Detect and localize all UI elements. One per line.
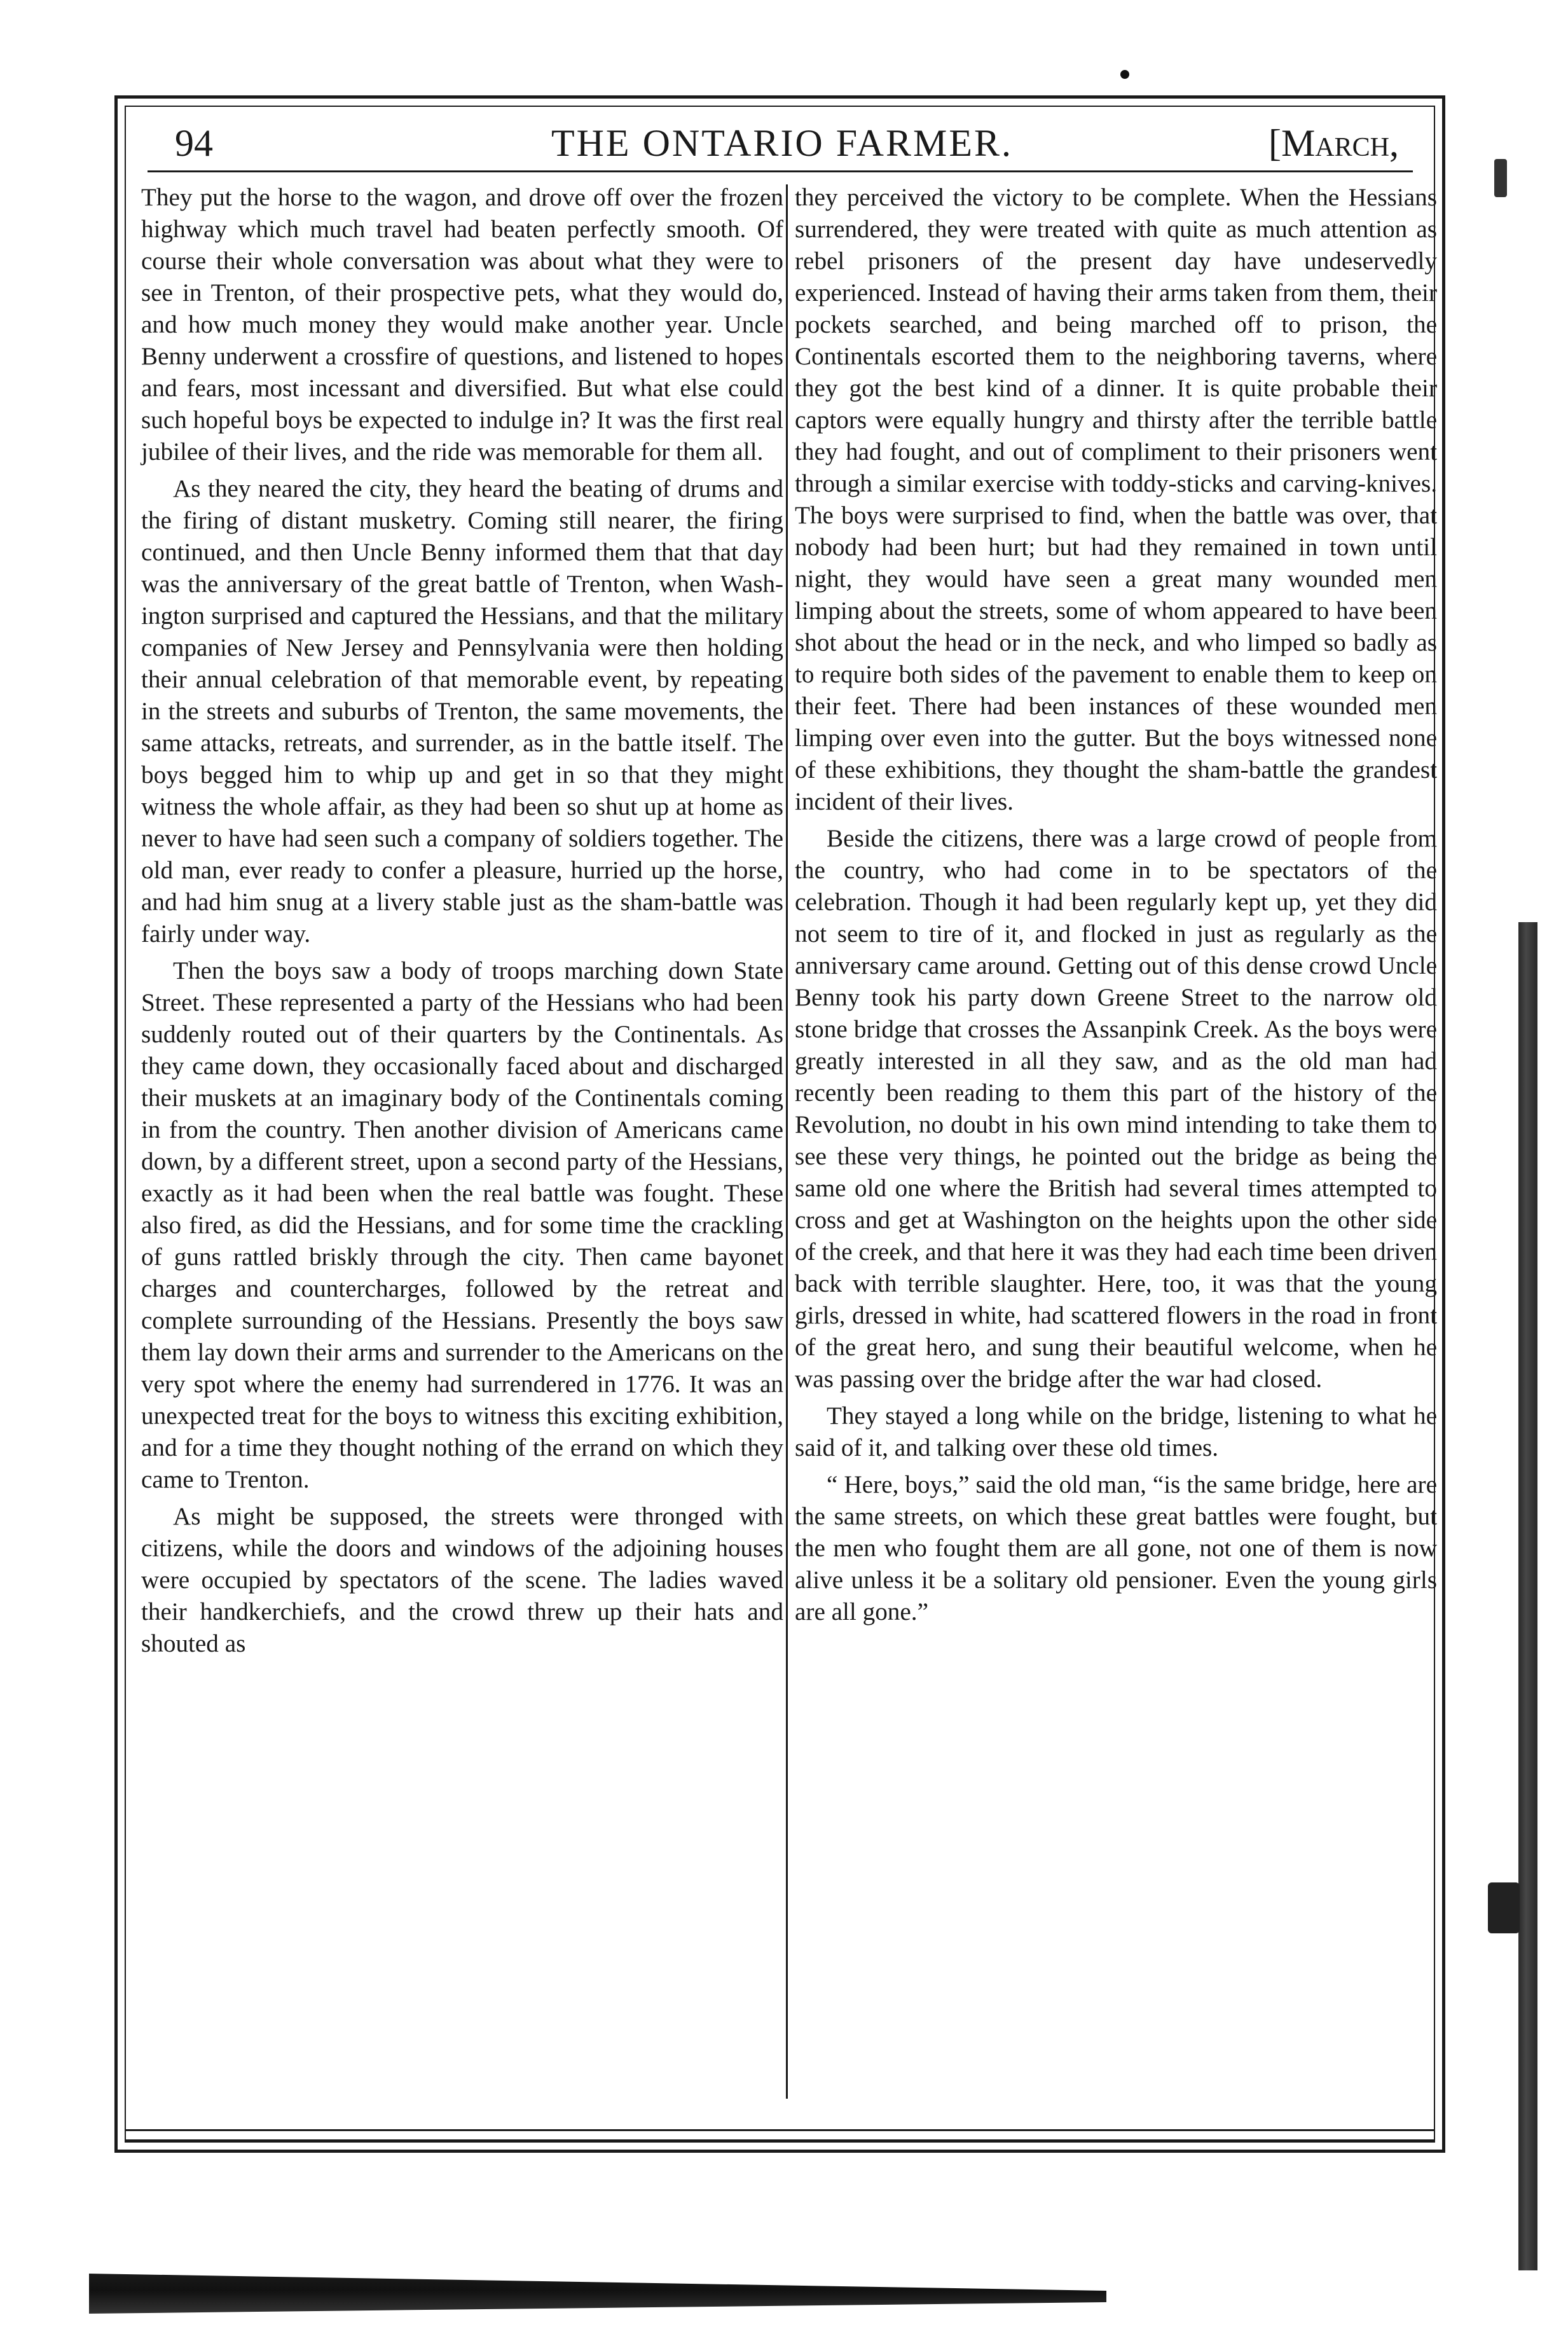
paragraph: As they neared the city, they heard the beating of drums and the firing of distant musketry. Coming still nearer, the firing continued, and then Uncle Benny informed them that that day was the anniversary of the great battle of Trenton, when Washington surprised and captured the Hessians, and that the military companies of New Jersey and Pennsylvania were then holding their annual celebration of that memorable event, by repeating in the streets and suburbs of Trenton, the same movements, the same attacks, retreats, and surrender, as in the battle itself. The boys begged him to whip up and get in so that they might witness the whole affair, as they had been so shut up at home as never to have had seen such a company of soldiers together. The old man, ever ready to confer a pleasure, hurried up the horse, and had him snug at a livery stable just as the sham-battle was fairly under way.: [141, 475, 783, 948]
paragraph: Beside the citizens, there was a large crowd of people from the country, who had come in to be spectators of the celebration. Though it had been regularly kept up, yet they did not seem to tire of it, and flocked in just as regularly as the anniversary came around. Getting out of this dense crowd Uncle Benny took his party down Greene Street to the narrow old stone bridge that crosses the Assanpink Creek. As the boys were greatly interested in all they saw, and as the old man had recently been reading to them this part of the history of the Revolution, no doubt in his own mind intending to take them to see these very things, he pointed out the bridge as being the same old one where the British had several times attempted to cross and get at Washington on the heights upon the other side of the creek, and that here it was they had each time been driven back with terrible slaughter. Here, too, it was that the young girls, dressed in white, had scattered flowers in the road in front of the great hero, and sung their beautiful welcome, when he was passing over the bridge after the war had closed.: [795, 825, 1437, 1393]
issue-month: [March,: [1268, 122, 1399, 164]
page-header: [153, 114, 1412, 172]
footer-rule: [125, 2129, 1435, 2131]
scan-shadow: [89, 2256, 1106, 2314]
paragraph: they perceived the victory to be complete. When the Hessians surrendered, they were treated with quite as much attention as rebel prisoners of the present day have undeservedly experienced. Instead of having their arms taken from them, their pockets searched, and being marched off to prison, the Continentals escorted them to the neighboring taverns, where they got the best kind of a dinner. It is quite probable their captors were equally hungry and thirsty after the terrible battle they had fought, and out of compliment to their prisoners went through a similar exercise with toddy-sticks and carving-knives. The boys were surprised to find, when the battle was over, that nobody had been hurt; but had they remained in town until night, they would have seen a great many wounded men limping about the streets, some of whom appeared to have been shot about the head or in the neck, and who limped so badly as to require both sides of the pavement to enable them to keep on their feet. There had been instances of these wounded men limping over even into the gutter. But the boys witnessed none of these exhibitions, they thought the sham-battle the grandest incident of their lives.: [795, 184, 1437, 815]
header-rule: [148, 170, 1413, 172]
text-column-right: [795, 182, 1437, 1633]
paragraph: As might be supposed, the streets were thronged with citizens, while the doors and windows of the adjoining houses were occupied by spectators of the scene. The ladies waved their handkerchiefs, and the crowd threw up their hats and shouted as: [141, 1503, 783, 1657]
paragraph: “ Here, boys,” said the old man, “is the same bridge, here are the same streets, on which these great battles were fought, but the men who fought them are all gone, not one of them is now alive unless it be a solitary old pensioner. Even the young girls are all gone.”: [795, 1471, 1437, 1626]
paragraph: They put the horse to the wagon, and drove off over the frozen highway which much travel had beaten perfectly smooth. Of course their whole conversation was about what they were to see in Trenton, of their prospective pets, what they would do, and how much money they would make another year. Uncle Benny underwent a crossfire of questions, and listened to hopes and fears, most incessant and diversified. But what else could such hopeful boys be expected to indulge in? It was the first real jubilee of their lives, and the ride was memorable for them all.: [141, 184, 783, 466]
footer-rule: [125, 2139, 1435, 2141]
column-divider: [786, 184, 788, 2099]
binding-mark: [1494, 159, 1507, 197]
binding-edge: [1518, 922, 1537, 2270]
binding-mark: [1488, 1882, 1520, 1933]
publication-title: THE ONTARIO FARMER.: [551, 122, 1014, 164]
ink-dot: [1120, 70, 1129, 79]
page-number: 94: [175, 122, 213, 164]
text-column-left: [141, 182, 783, 1665]
paragraph: Then the boys saw a body of troops marching down State Street. These represented a party of the Hessians who had been suddenly routed out of their quarters by the Continentals. As they came down, they occasionally faced about and discharged their muskets at an imaginary body of the Continentals coming in from the country. Then another division of Americans came down, by a different street, upon a second party of the Hessians, exactly as it had been when the real battle was fought. These also fired, as did the Hessians, and for some time the crackling of guns rattled briskly through the city. Then came bayonet charges and countercharges, followed by the retreat and complete surrounding of the Hessians. Presently the boys saw them lay down their arms and surrender to the Americans on the very spot where the enemy had surrendered in 1776. It was an unexpected treat for the boys to witness this exciting exhibition, and for a time they thought nothing of the errand on which they came to Trenton.: [141, 957, 783, 1493]
paragraph: They stayed a long while on the bridge, listening to what he said of it, and talking over these old times.: [795, 1402, 1437, 1461]
